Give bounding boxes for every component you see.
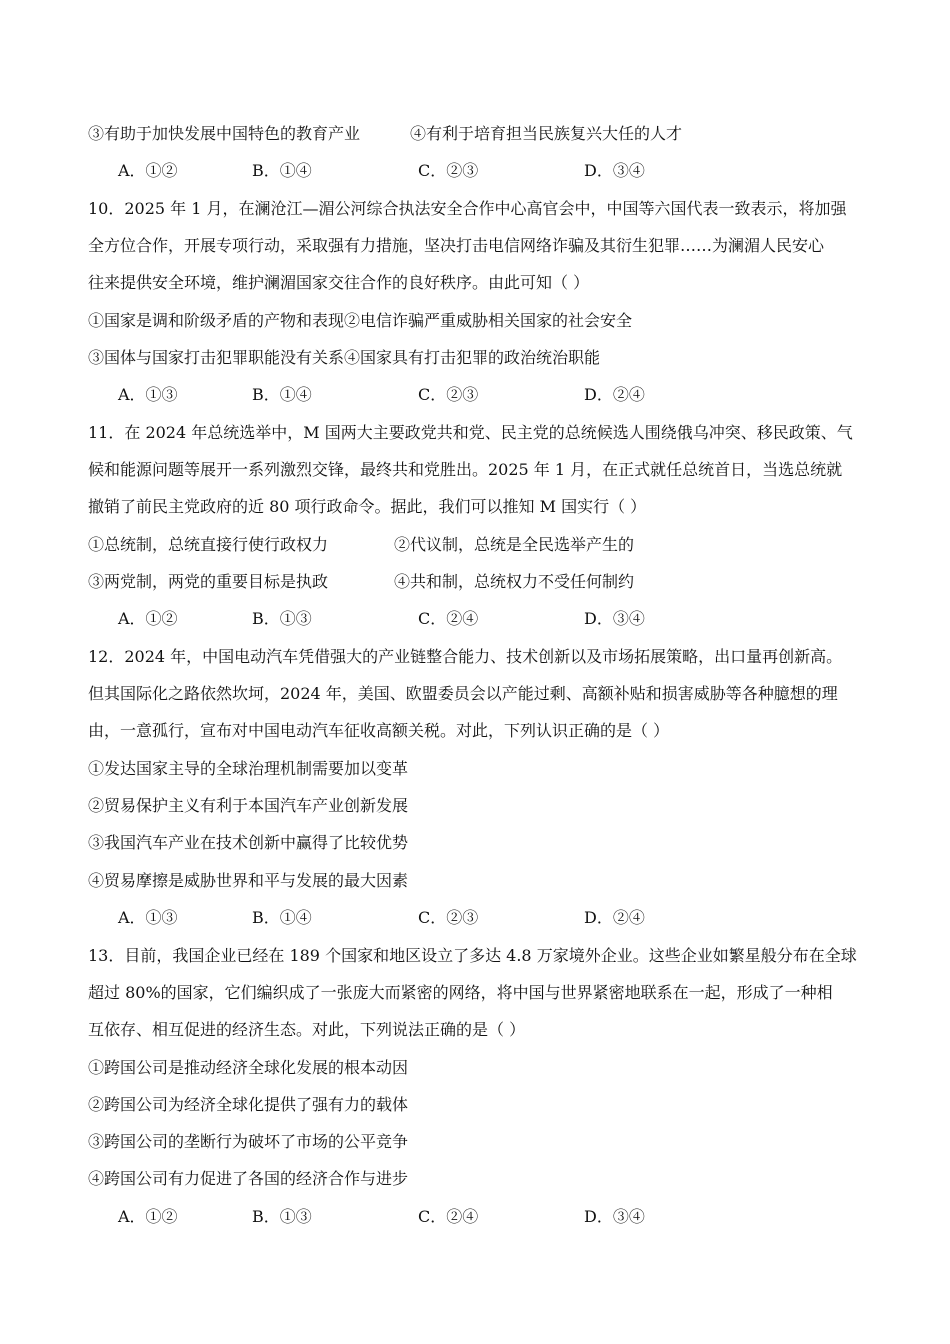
q9-statement-4: ④有利于培育担当民族复兴大任的人才 [410,124,683,143]
q11-option-a: A．①② [118,609,178,628]
q9-option-b: B．①④ [252,161,312,180]
q10-statement-line-1: ①国家是调和阶级矛盾的产物和表现②电信诈骗严重威胁相关国家的社会安全 [88,311,633,330]
q10-statement-line-2: ③国体与国家打击犯罪职能没有关系④国家具有打击犯罪的政治统治职能 [88,348,601,367]
q10-option-d: D．②④ [584,385,645,404]
q12-statement-2: ②贸易保护主义有利于本国汽车产业创新发展 [88,796,409,815]
q10-stem-line-2: 全方位合作，开展专项行动，采取强有力措施，坚决打击电信网络诈骗及其衍生犯罪……为澜湄人民安心 [88,236,825,255]
q11-options [0,608,950,630]
q13-option-d: D．③④ [584,1207,645,1226]
q10-option-c: C．②③ [418,385,479,404]
q11-stem-line-3: 撤销了前民主党政府的近 80 项行政命令。据此，我们可以推知 M 国实行（ ） [88,497,647,516]
q9-statements-row [0,123,950,145]
q13-option-c: C．②④ [418,1207,479,1226]
q13-stem-line-3: 互依存、相互促进的经济生态。对此，下列说法正确的是（ ） [88,1020,526,1039]
q12-statement-4: ④贸易摩擦是威胁世界和平与发展的最大因素 [88,871,409,890]
q13-statement-3: ③跨国公司的垄断行为破坏了市场的公平竞争 [88,1132,409,1151]
q12-statement-3: ③我国汽车产业在技术创新中赢得了比较优势 [88,833,409,852]
q9-option-a: A．①② [118,161,178,180]
q12-stem-line-3: 由，一意孤行，宣布对中国电动汽车征收高额关税。对此，下列认识正确的是（ ） [88,721,670,740]
q12-statement-1: ①发达国家主导的全球治理机制需要加以变革 [88,759,409,778]
q11-stem-line-2: 候和能源问题等展开一系列激烈交锋，最终共和党胜出。2025 年 1 月，在正式就任总统首日，当选总统就 [88,460,843,479]
q13-statement-2: ②跨国公司为经济全球化提供了强有力的载体 [88,1095,409,1114]
q13-statement-1: ①跨国公司是推动经济全球化发展的根本动因 [88,1058,409,1077]
q12-option-b: B．①④ [252,908,312,927]
q12-option-a: A．①③ [118,908,178,927]
q13-stem-line-2: 超过 80%的国家，它们编织成了一张庞大而紧密的网络，将中国与世界紧密地联系在一起，形成了一种相 [88,983,833,1002]
q13-option-a: A．①② [118,1207,178,1226]
q13-statement-4: ④跨国公司有力促进了各国的经济合作与进步 [88,1169,409,1188]
q11-statement-3: ③两党制，两党的重要目标是执政 [88,572,329,591]
q9-options [0,160,950,182]
q12-stem-line-2: 但其国际化之路依然坎坷，2024 年，美国、欧盟委员会以产能过剩、高额补贴和损害威胁等各种臆想的理 [88,684,838,703]
q13-option-b: B．①③ [252,1207,312,1226]
q10-option-b: B．①④ [252,385,312,404]
q9-statement-3: ③有助于加快发展中国特色的教育产业 [88,124,361,143]
q9-option-d: D．③④ [584,161,645,180]
q11-option-b: B．①③ [252,609,312,628]
q12-option-d: D．②④ [584,908,645,927]
q11-statements-row-2 [0,571,950,593]
q11-statement-2: ②代议制，总统是全民选举产生的 [394,535,635,554]
q11-statement-1: ①总统制，总统直接行使行政权力 [88,535,329,554]
q10-options [0,384,950,406]
q11-stem-line-1: 11．在 2024 年总统选举中，M 国两大主要政党共和党、民主党的总统候选人围绕俄乌冲突、移民政策、气 [88,423,853,442]
q12-option-c: C．②③ [418,908,479,927]
q10-stem-line-1: 10．2025 年 1 月，在澜沧江—湄公河综合执法安全合作中心高官会中，中国等六国代表一致表示，将加强 [88,199,847,218]
q11-statements-row-1 [0,534,950,556]
q11-option-c: C．②④ [418,609,479,628]
q10-stem-line-3: 往来提供安全环境，维护澜湄国家交往合作的良好秩序。由此可知（ ） [88,273,590,292]
q12-options [0,907,950,929]
q11-statement-4: ④共和制，总统权力不受任何制约 [394,572,635,591]
q9-option-c: C．②③ [418,161,479,180]
q12-stem-line-1: 12．2024 年，中国电动汽车凭借强大的产业链整合能力、技术创新以及市场拓展策略，出口量再创新高。 [88,647,843,666]
q13-options [0,1206,950,1228]
q10-option-a: A．①③ [118,385,178,404]
q13-stem-line-1: 13．目前，我国企业已经在 189 个国家和地区设立了多达 4.8 万家境外企业。这些企业如繁星般分布在全球 [88,946,857,965]
q11-option-d: D．③④ [584,609,645,628]
